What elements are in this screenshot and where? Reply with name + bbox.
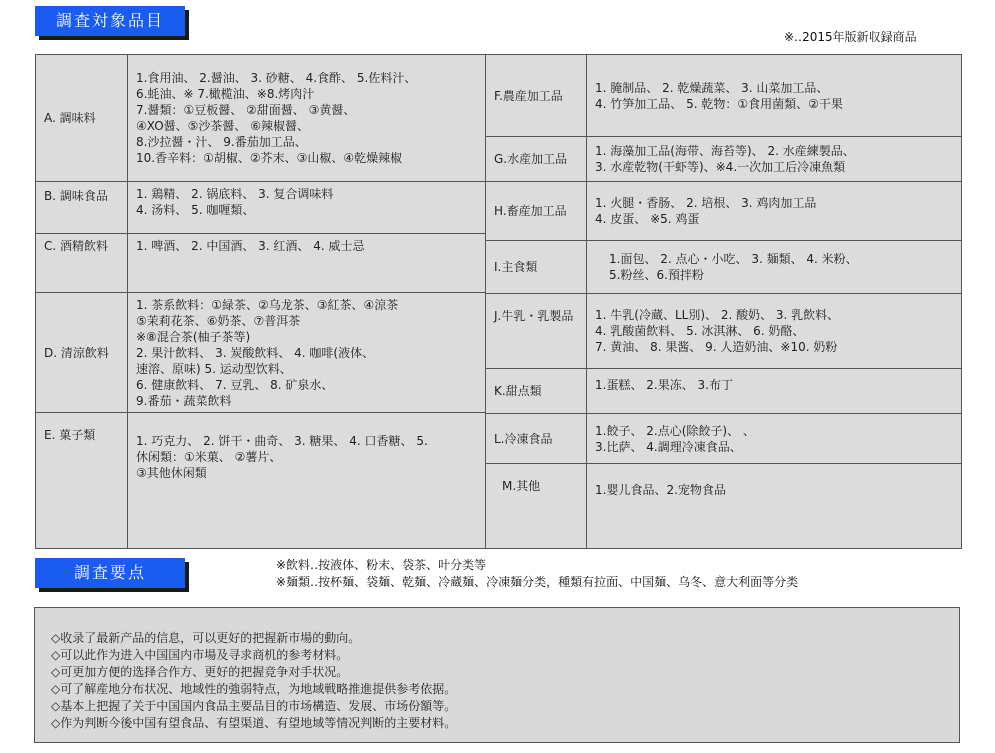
category-items: 1. 茶系飲料：①緑茶、②乌龙茶、③紅茶、④涼茶 ⑤茉莉花茶、⑥奶茶、⑦普洱茶 ※⑧混合茶(柚子茶等) 2. 果汁飲料、 3. 炭酸飲料、 4. 咖啡(液体、 速溶、原味) 5. 运动型饮料、 6. 健康飲料、 7. 豆乳、 8. 矿泉水、 9.番茄・蔬菜飲料	[128, 293, 486, 413]
category-items: 1. 牛乳(冷蔵、LL別)、 2. 酸奶、 3. 乳飲料、 4. 乳酸菌飲料、 5. 冰淇淋、 6. 奶酪、 7. 黄油、 8. 果酱、 9. 人造奶油、※10. 奶粉	[587, 294, 962, 369]
category-items: 1. 巧克力、 2. 饼干・曲奇、 3. 糖果、 4. 口香糖、 5. 休闲類：①米菓、 ②薯片、 ③其他休闲類	[128, 413, 486, 549]
category-name: J.牛乳・乳製品	[486, 294, 587, 369]
category-items: 1.食用油、 2.醤油、 3. 砂糖、 4.食酢、 5.佐料汁、 6.蚝油、※ 7.橄榄油、※8.烤肉汁 7.醤類：①豆板醤、 ②甜面醤、 ③黄醤、 ④XO醤、⑤沙茶醤、 ⑥辣椒醤、 8.沙拉醤・汁、 9.番茄加工品、 10.香辛料：①胡椒、②芥末、③山椒、④乾燥辣椒	[128, 55, 486, 182]
category-items: 1.婴儿食品、2.宠物食品	[587, 464, 962, 549]
category-items: 1. 鶏精、 2. 锅底料、 3. 复合调味料 4. 汤料、 5. 咖喱類、	[128, 182, 486, 234]
survey-point: ◇作为判断今後中国有望食品、有望渠道、有望地域等情况判断的主要材料。	[51, 716, 457, 730]
category-name: F.農産加工品	[486, 55, 587, 137]
survey-point: ◇基本上把握了关于中国国内食品主要品目的市场構造、发展、市场份額等。	[51, 699, 457, 713]
category-name: C. 酒精飲料	[36, 234, 128, 293]
survey-point: ◇可了解産地分布状况、地域性的強弱特点，为地域戦略推進提供参考依据。	[51, 682, 457, 696]
section-title-banner: 調査対象品目	[35, 6, 185, 36]
category-name: L.冷凍食品	[486, 414, 587, 464]
category-name: M.其他	[486, 464, 587, 549]
category-items: 1. 啤酒、 2. 中国酒、 3. 红酒、 4. 威士忌	[128, 234, 486, 293]
section-title-banner: 調査要点	[35, 558, 185, 588]
category-name: H.畜産加工品	[486, 182, 587, 241]
category-name: I.主食類	[486, 241, 587, 294]
category-name: D. 清涼飲料	[36, 293, 128, 413]
category-name: E. 菓子類	[36, 413, 128, 549]
classification-note: ※飲料‥按液体、粉末、袋茶、叶分类等	[276, 558, 487, 572]
category-items: 1.餃子、 2.点心(除餃子)、 、 3.比萨、 4.調理冷凍食品、	[587, 414, 962, 464]
category-items: 1.面包、 2. 点心・小吃、 3. 麺類、 4. 米粉、 5.粉丝、6.預拌粉	[587, 241, 962, 294]
new-items-note: ※‥2015年版新収録商品	[784, 30, 917, 44]
classification-note: ※麺類‥按杯麺、袋麺、乾麺、冷蔵麺、冷凍麺分类，種類有拉面、中国麺、乌冬、意大利面等分类	[276, 575, 799, 589]
survey-points-box	[34, 607, 960, 743]
category-table	[35, 54, 962, 549]
category-items: 1. 海藻加工品(海带、海苔等)、 2. 水産練製品、 3. 水産乾物(干虾等)、※4.一次加工后冷凍魚類	[587, 137, 962, 182]
survey-point: ◇可以此作为进入中国国内市場及寻求商机的参考材料。	[51, 648, 349, 662]
category-items: 1. 火腿・香肠、 2. 培根、 3. 鸡肉加工品 4. 皮蛋、 ※5. 鸡蛋	[587, 182, 962, 241]
category-items: 1.蛋糕、 2.果冻、 3.布丁	[587, 369, 962, 414]
category-name: G.水産加工品	[486, 137, 587, 182]
category-items: 1. 腌制品、 2. 乾燥蔬菜、 3. 山菜加工品、 4. 竹笋加工品、 5. 乾物：①食用菌類、②干果	[587, 55, 962, 137]
category-name: B. 調味食品	[36, 182, 128, 234]
category-name: A. 調味料	[36, 55, 128, 182]
survey-point: ◇收录了最新产品的信息，可以更好的把握新市場的動向。	[51, 631, 361, 645]
category-name: K.甜点類	[486, 369, 587, 414]
survey-point: ◇可更加方便的选择合作方、更好的把握竞争对手状况。	[51, 665, 349, 679]
